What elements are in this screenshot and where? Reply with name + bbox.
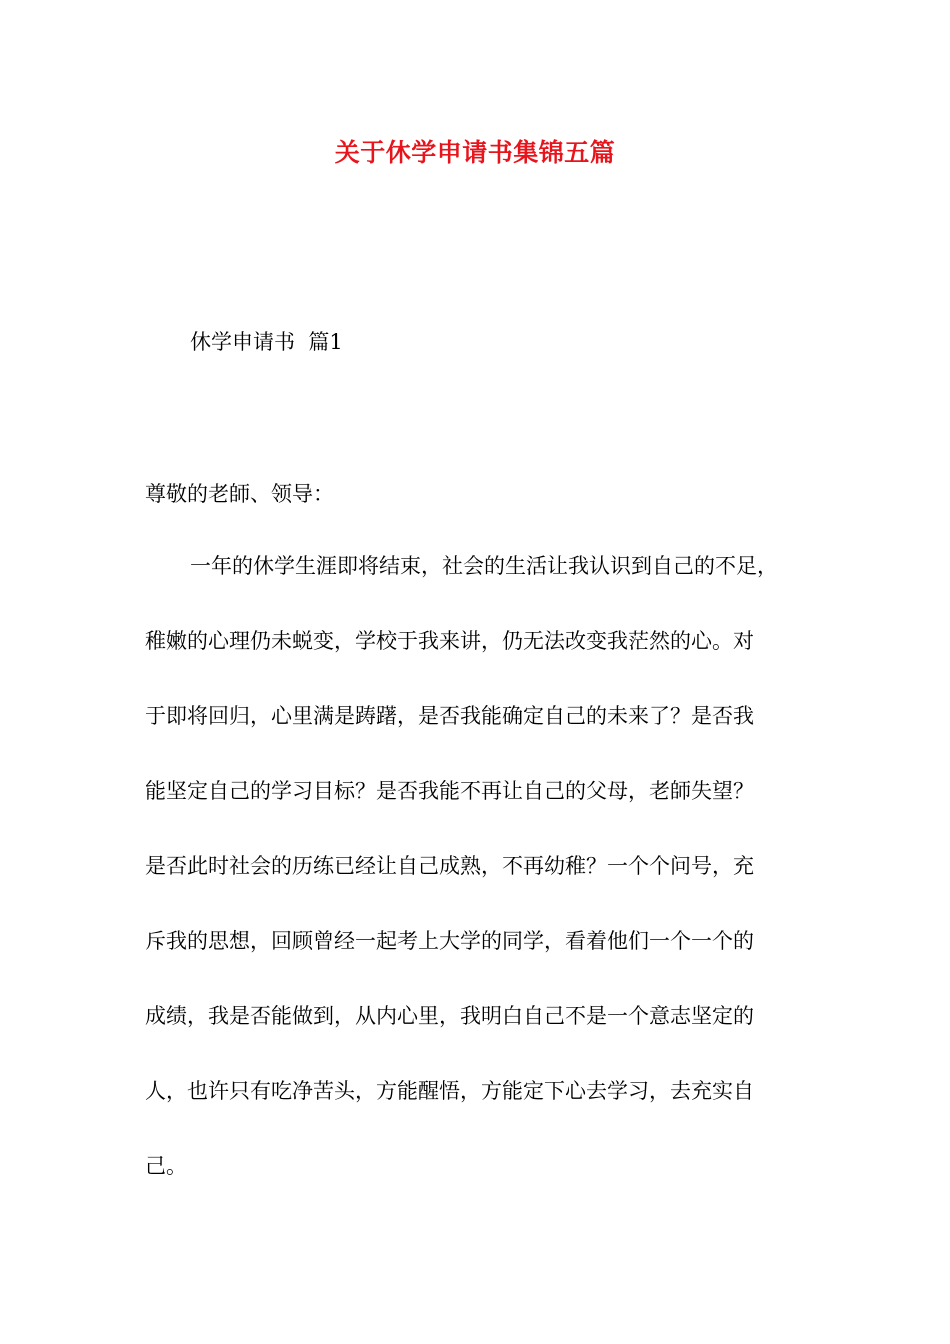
body-line: 一年的休学生涯即将结束，社会的生活让我认识到自己的不足， (190, 554, 778, 578)
section-heading: 休学申请书 篇1 (190, 330, 343, 354)
document-title: 关于休学申请书集锦五篇 (334, 138, 616, 167)
body-line: 己。 (145, 1154, 187, 1178)
body-line: 斥我的思想，回顾曾经一起考上大学的同学，看着他们一个一个的 (145, 929, 754, 953)
body-line: 于即将回归，心里满是踌躇，是否我能确定自己的未来了？是否我 (145, 704, 754, 728)
body-line: 成绩，我是否能做到，从内心里，我明白自己不是一个意志坚定的 (145, 1004, 754, 1028)
salutation: 尊敬的老師、领导： (145, 482, 334, 506)
body-line: 稚嫩的心理仍未蜕变，学校于我来讲，仍无法改变我茫然的心。对 (145, 629, 754, 653)
body-line: 能坚定自己的学习目标？是否我能不再让自己的父母，老師失望？ (145, 779, 754, 803)
letter-body (145, 551, 845, 1226)
body-line: 人，也许只有吃净苦头，方能醒悟，方能定下心去学习，去充实自 (145, 1079, 754, 1103)
body-line: 是否此时社会的历练已经让自己成熟，不再幼稚？一个个问号，充 (145, 854, 754, 878)
